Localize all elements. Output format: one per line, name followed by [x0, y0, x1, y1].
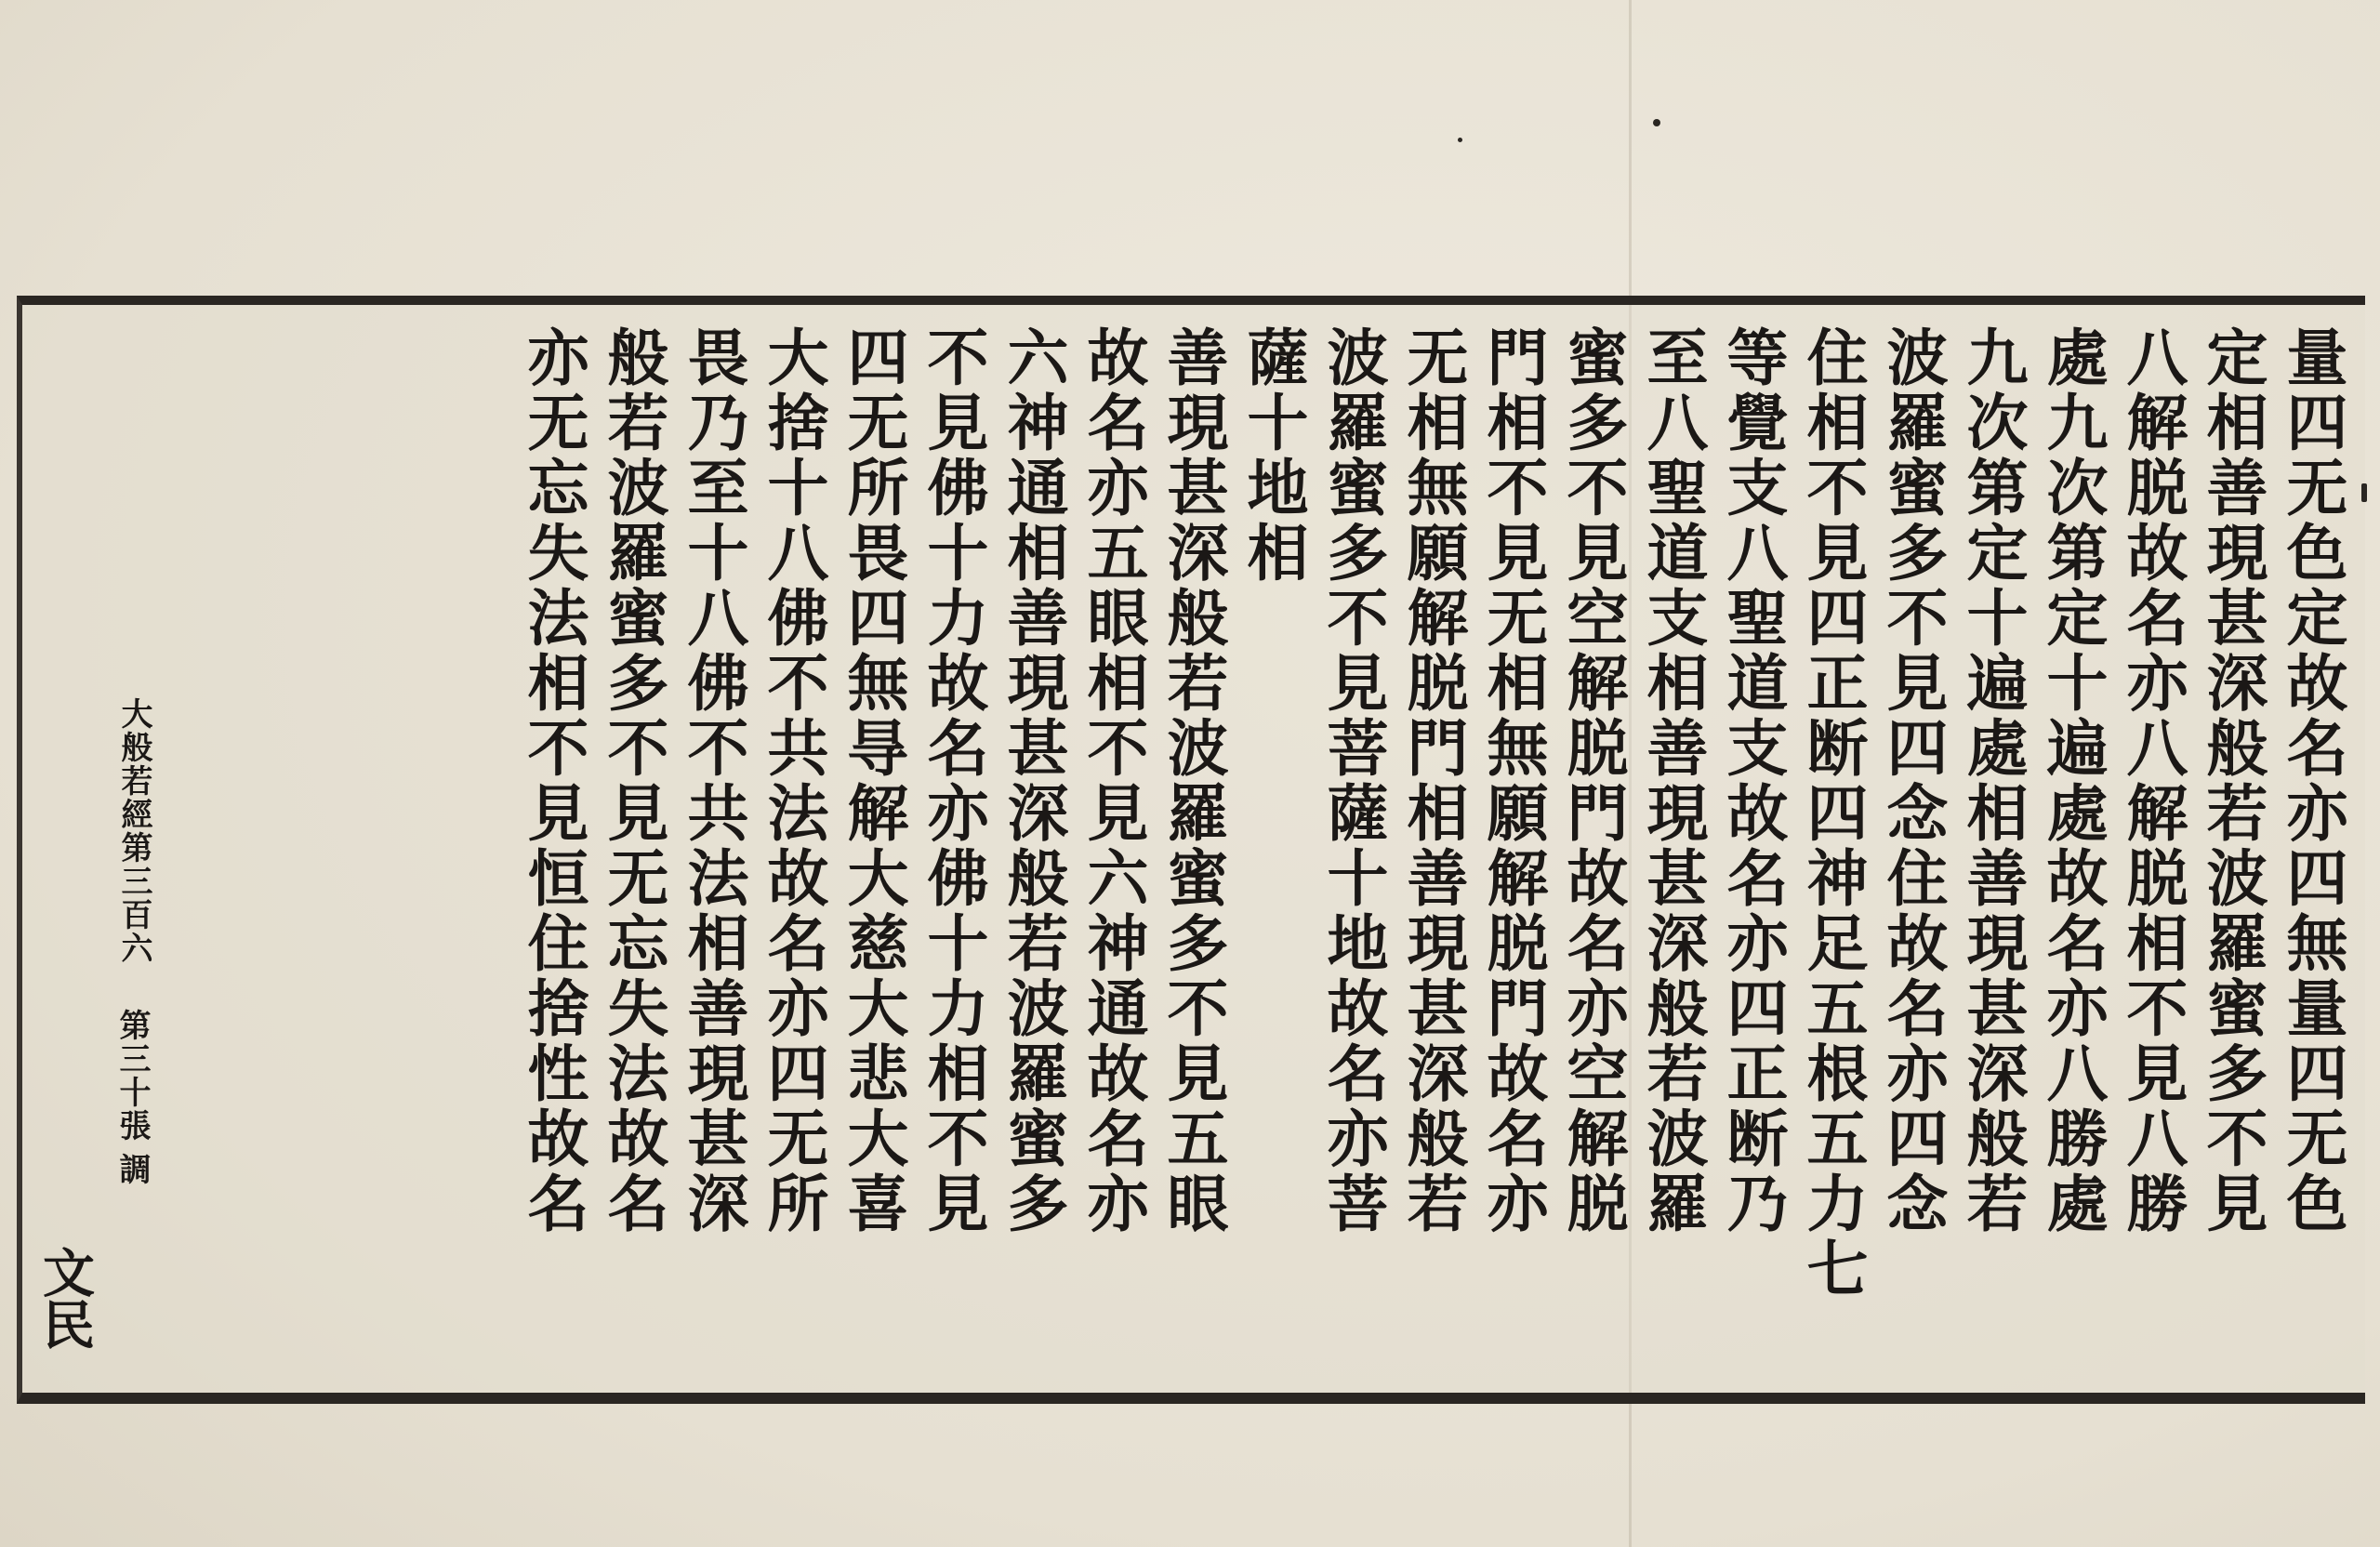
text-column: 四无所畏四無㝵解大慈大悲大喜 [837, 325, 909, 1236]
character-mark: 調 [113, 1153, 151, 1186]
text-column: 九次第定十遍處相善現甚深般若 [1956, 325, 2029, 1236]
text-column: 至八聖道支相善現甚深般若波羅 [1636, 325, 1709, 1236]
text-column: 畏乃至十八佛不共法相善現甚深 [677, 325, 749, 1236]
text-column: 六神通相善現甚深般若波羅蜜多 [997, 325, 1069, 1236]
text-column: 等覺支八聖道支故名亦四正断乃 [1716, 325, 1789, 1236]
text-column: 无相無願解脱門相善現甚深般若 [1396, 325, 1469, 1236]
text-column: 門相不見无相無願解脱門故名亦 [1476, 325, 1549, 1236]
text-column: 不見佛十力故名亦佛十力相不見 [917, 325, 989, 1236]
text-column: 定相善現甚深般若波羅蜜多不見 [2196, 325, 2268, 1236]
text-column: 波羅蜜多不見四念住故名亦四念 [1876, 325, 1949, 1236]
text-column: 薩十地相 [1236, 325, 1309, 586]
ink-speck [1653, 119, 1660, 126]
ink-speck [2361, 483, 2367, 502]
text-column: 波羅蜜多不見菩薩十地故名亦菩 [1316, 325, 1389, 1236]
text-column: 處九次第定十遍處故名亦八勝處 [2036, 325, 2109, 1236]
main-text [130, 325, 2352, 1376]
sutra-title-note: 大般若經第三百六 [115, 697, 152, 965]
text-column: 般若波羅蜜多不見无忘失法故名 [597, 325, 669, 1236]
text-column: 亦无忘失法相不見恒住捨性故名 [517, 325, 589, 1236]
page-number-note: 第三十張 [113, 1009, 151, 1143]
text-column: 蜜多不見空解脱門故名亦空解脱 [1556, 325, 1629, 1236]
carver-name: 文民 [34, 1246, 96, 1350]
text-column: 故名亦五眼相不見六神通故名亦 [1077, 325, 1149, 1236]
ink-speck [1458, 138, 1462, 142]
text-column: 八解脱故名亦八解脱相不見八勝 [2116, 325, 2188, 1236]
text-column: 善現甚深般若波羅蜜多不見五眼 [1157, 325, 1229, 1236]
text-column: 住相不見四正断四神足五根五力七 [1796, 325, 1869, 1302]
text-column: 大捨十八佛不共法故名亦四无所 [757, 325, 829, 1236]
text-column: 量四无色定故名亦四無量四无色 [2276, 325, 2348, 1236]
